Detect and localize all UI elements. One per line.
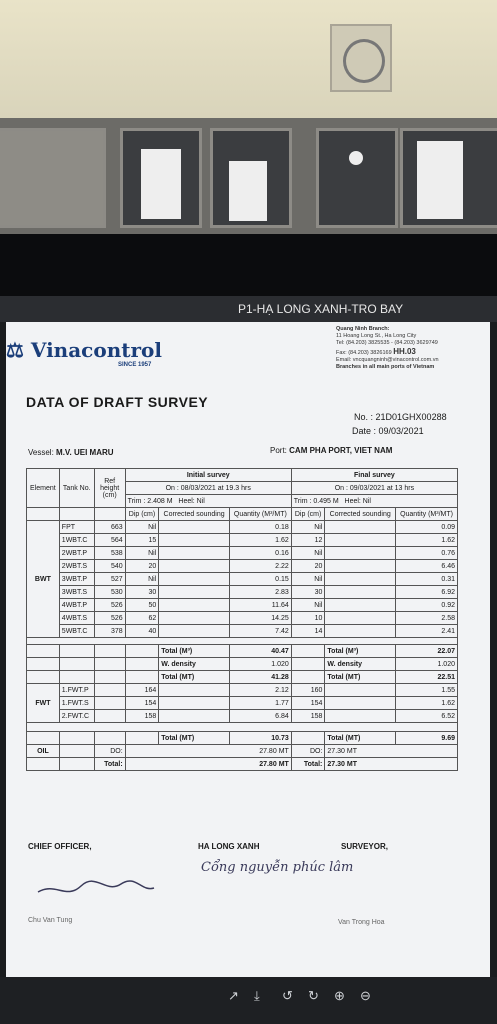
fwt-row: 2.FWT.C 158 6.84 158 6.52 xyxy=(27,710,458,723)
bwt-rows xyxy=(27,521,458,638)
viewer-toolbar xyxy=(0,977,497,1024)
final-trim: Trim : 0.495 M Heel: Nil xyxy=(291,495,457,508)
zoom-out-icon[interactable]: ⊖ xyxy=(360,988,371,1003)
monitor-bezel xyxy=(0,234,497,296)
vessel-line: Vessel: M.V. UEI MARU xyxy=(28,448,114,457)
oil-label: OIL xyxy=(27,745,60,758)
bwt-row: 2WBT.P 538 Nil 0.16 Nil 0.76 xyxy=(27,547,458,560)
filing-cabinets xyxy=(0,118,497,236)
surveyor-name: Van Trong Hoa xyxy=(338,919,385,926)
document-date: Date : 09/03/2021 xyxy=(352,426,424,436)
viewer-title: P1-HẠ LONG XANH-TRO BAY xyxy=(238,302,404,316)
bwt-row: 3WBT.S 530 30 2.83 30 6.92 xyxy=(27,586,458,599)
port-line: Port: CAM PHA PORT, VIET NAM xyxy=(270,446,393,455)
chief-officer-label: CHIEF OFFICER, xyxy=(28,842,92,851)
vinacontrol-logo: ⚖ Vinacontrol xyxy=(6,338,162,362)
zoom-in-icon[interactable]: ⊕ xyxy=(334,988,345,1003)
initial-on: On : 08/03/2021 at 19.3 hrs xyxy=(125,482,291,495)
fwt-row: 1.FWT.S 154 1.77 154 1.62 xyxy=(27,697,458,710)
header-element: Element xyxy=(27,469,60,508)
chief-signature xyxy=(36,872,156,902)
branch-info: Quang Ninh Branch: 11 Hoang Long St., Ha Long City Tel: (84.203) 3825535 - (84.203) 3629749 Fax: (84.203) 3826169 HH.03 Email: vncquangninh@vinacontrol.com.vn Branches in all main ports of Vietnam xyxy=(336,326,439,371)
bwt-row: 4WBT.P 526 50 11.64 Nil 0.92 xyxy=(27,599,458,612)
bwt-row: BWT FPT 663 Nil 0.18 Nil 0.09 xyxy=(27,521,458,534)
document-page xyxy=(6,322,490,977)
draft-survey-table: Element Tank No. Ref height (cm) Initial survey Final survey On : 08/03/2021 at 19.3 hrs On : 09/03/2021 at 13 hrs Trim : 2.408 M Heel: Nil Trim : 0.495 M Heel: Nil Dip (cm) Corrected sounding Quantity (M³/MT) Dip (cm) Corrected sounding Quantity (M³/MT) BWT FPT 663 Nil 0.18 Nil 0.09 1WBT.C 564 15 1.62 12 1.62 2WBT.P 538 Nil 0.16 Nil 0.76 2WBT.S 540 20 2.22 20 6.46 3WBT.P 527 Nil 0.15 Nil 0.31 3WBT.S 530 30 2.83 30 6.92 4WBT.P 526 50 11.64 Nil 0.92 4WBT.S 526 62 14.25 10 2.58 5WBT.C 378 40 7.42 14 2.41 Total (M³) 40.47 Total (M³) 22.07 W. density 1.020 W. density 1.020 Total (MT) 41.28 Total (MT) 22.51 FWT 1.FWT.P 164 2.12 160 1.55 1.FWT.S 154 1.77 154 1.62 2.FWT.C 158 6.84 158 6.52 Total (MT) 10.73 Total (MT) 9.69 OIL DO: 27.80 MT DO: 27.30 MT Total: 27.80 MT Total: 27.30 MT xyxy=(26,468,458,771)
office-wall xyxy=(0,0,497,125)
surveyor-label: SURVEYOR, xyxy=(341,842,388,851)
document-number: No. : 21D01GHX00288 xyxy=(354,412,447,422)
initial-survey-title: Initial survey xyxy=(125,469,291,482)
fwt-rows xyxy=(27,684,458,723)
viewer-titlebar xyxy=(0,296,497,322)
header-ref: Ref height (cm) xyxy=(94,469,125,508)
rotate-right-icon[interactable]: ↻ xyxy=(308,988,319,1003)
bwt-label: BWT xyxy=(27,521,60,638)
rotate-left-icon[interactable]: ↺ xyxy=(282,988,293,1003)
bwt-row: 3WBT.P 527 Nil 0.15 Nil 0.31 xyxy=(27,573,458,586)
final-on: On : 09/03/2021 at 13 hrs xyxy=(291,482,457,495)
download-icon[interactable]: ⤓ xyxy=(254,988,260,1003)
fwt-label: FWT xyxy=(27,684,60,723)
fwt-row: FWT 1.FWT.P 164 2.12 160 1.55 xyxy=(27,684,458,697)
chief-name: Chu Van Tung xyxy=(28,917,73,924)
bwt-row: 4WBT.S 526 62 14.25 10 2.58 xyxy=(27,612,458,625)
logo-since: SINCE 1957 xyxy=(118,362,152,368)
bwt-row: 1WBT.C 564 15 1.62 12 1.62 xyxy=(27,534,458,547)
halong-xanh-label: HA LONG XANH xyxy=(198,842,260,851)
bwt-row: 2WBT.S 540 20 2.22 20 6.46 xyxy=(27,560,458,573)
share-icon[interactable]: ↗ xyxy=(228,988,239,1003)
final-survey-title: Final survey xyxy=(291,469,457,482)
bwt-row: 5WBT.C 378 40 7.42 14 2.41 xyxy=(27,625,458,638)
wall-fan xyxy=(330,24,392,92)
handwritten-signature: Cổng nguyễn phúc lâm xyxy=(201,860,354,875)
header-tank: Tank No. xyxy=(59,469,94,508)
initial-trim: Trim : 2.408 M Heel: Nil xyxy=(125,495,291,508)
document-title: DATA OF DRAFT SURVEY xyxy=(26,394,209,410)
